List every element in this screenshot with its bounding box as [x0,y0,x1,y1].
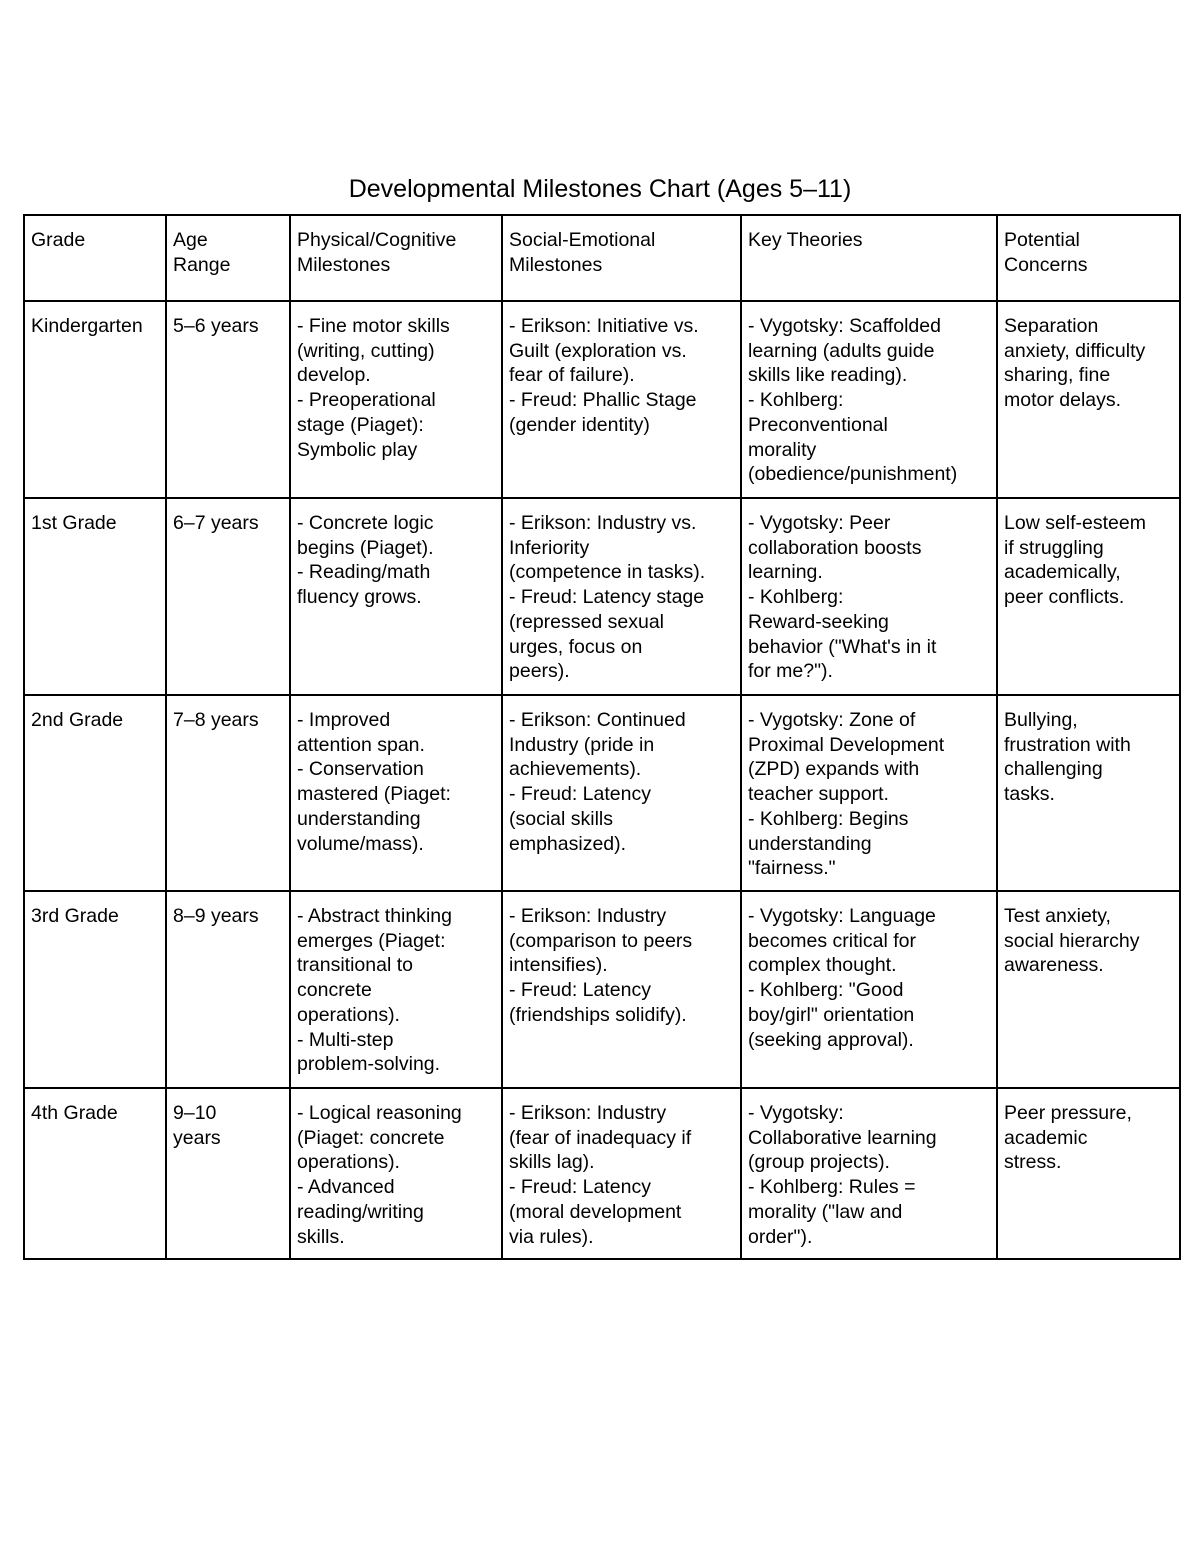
cell-physical-cognitive: - Concrete logic begins (Piaget). - Reading/math fluency grows. [290,498,502,695]
page-title: Developmental Milestones Chart (Ages 5–11) [348,175,852,203]
cell-grade: 3rd Grade [24,891,166,1088]
table-row [24,695,1180,891]
cell-grade: 1st Grade [24,498,166,695]
table-row [24,301,1180,498]
cell-key-theories: - Vygotsky: Scaffolded learning (adults guide skills like reading). - Kohlberg: Preconventional morality (obedience/punishment) [741,301,997,498]
cell-social-emotional: - Erikson: Industry vs. Inferiority (competence in tasks). - Freud: Latency stage (repressed sexual urges, focus on peers). [502,498,741,695]
cell-physical-cognitive: - Abstract thinking emerges (Piaget: transitional to concrete operations). - Multi-step problem-solving. [290,891,502,1088]
cell-social-emotional: - Erikson: Industry (comparison to peers intensifies). - Freud: Latency (friendships solidify). [502,891,741,1088]
header-social-emotional: Social-Emotional Milestones [502,215,741,301]
cell-potential-concerns: Peer pressure, academic stress. [997,1088,1180,1259]
cell-potential-concerns: Bullying, frustration with challenging tasks. [997,695,1180,891]
header-potential-concerns: Potential Concerns [997,215,1180,301]
cell-key-theories: - Vygotsky: Peer collaboration boosts learning. - Kohlberg: Reward-seeking behavior ("What's in it for me?"). [741,498,997,695]
cell-physical-cognitive: - Logical reasoning (Piaget: concrete operations). - Advanced reading/writing skills. [290,1088,502,1259]
cell-key-theories: - Vygotsky: Collaborative learning (group projects). - Kohlberg: Rules = morality ("law and order"). [741,1088,997,1259]
table-row [24,891,1180,1088]
cell-key-theories: - Vygotsky: Zone of Proximal Development (ZPD) expands with teacher support. - Kohlberg: Begins understanding "fairness." [741,695,997,891]
cell-key-theories: - Vygotsky: Language becomes critical for complex thought. - Kohlberg: "Good boy/girl" orientation (seeking approval). [741,891,997,1088]
cell-physical-cognitive: - Improved attention span. - Conservation mastered (Piaget: understanding volume/mass). [290,695,502,891]
cell-grade: 2nd Grade [24,695,166,891]
cell-grade: Kindergarten [24,301,166,498]
table-row [24,1088,1180,1259]
cell-social-emotional: - Erikson: Continued Industry (pride in achievements). - Freud: Latency (social skills emphasized). [502,695,741,891]
cell-physical-cognitive: - Fine motor skills (writing, cutting) develop. - Preoperational stage (Piaget): Symbolic play [290,301,502,498]
milestones-table [23,214,1181,1260]
cell-social-emotional: - Erikson: Initiative vs. Guilt (exploration vs. fear of failure). - Freud: Phallic Stage (gender identity) [502,301,741,498]
cell-potential-concerns: Test anxiety, social hierarchy awareness. [997,891,1180,1088]
cell-age-range: 9–10 years [166,1088,290,1259]
cell-age-range: 7–8 years [166,695,290,891]
cell-grade: 4th Grade [24,1088,166,1259]
cell-age-range: 6–7 years [166,498,290,695]
cell-potential-concerns: Separation anxiety, difficulty sharing, fine motor delays. [997,301,1180,498]
cell-potential-concerns: Low self-esteem if struggling academically, peer conflicts. [997,498,1180,695]
cell-age-range: 8–9 years [166,891,290,1088]
header-physical-cognitive: Physical/Cognitive Milestones [290,215,502,301]
table-row [24,498,1180,695]
header-key-theories: Key Theories [741,215,997,301]
header-age-range: Age Range [166,215,290,301]
cell-age-range: 5–6 years [166,301,290,498]
cell-social-emotional: - Erikson: Industry (fear of inadequacy if skills lag). - Freud: Latency (moral development via rules). [502,1088,741,1259]
table-header-row [24,215,1180,301]
header-grade: Grade [24,215,166,301]
